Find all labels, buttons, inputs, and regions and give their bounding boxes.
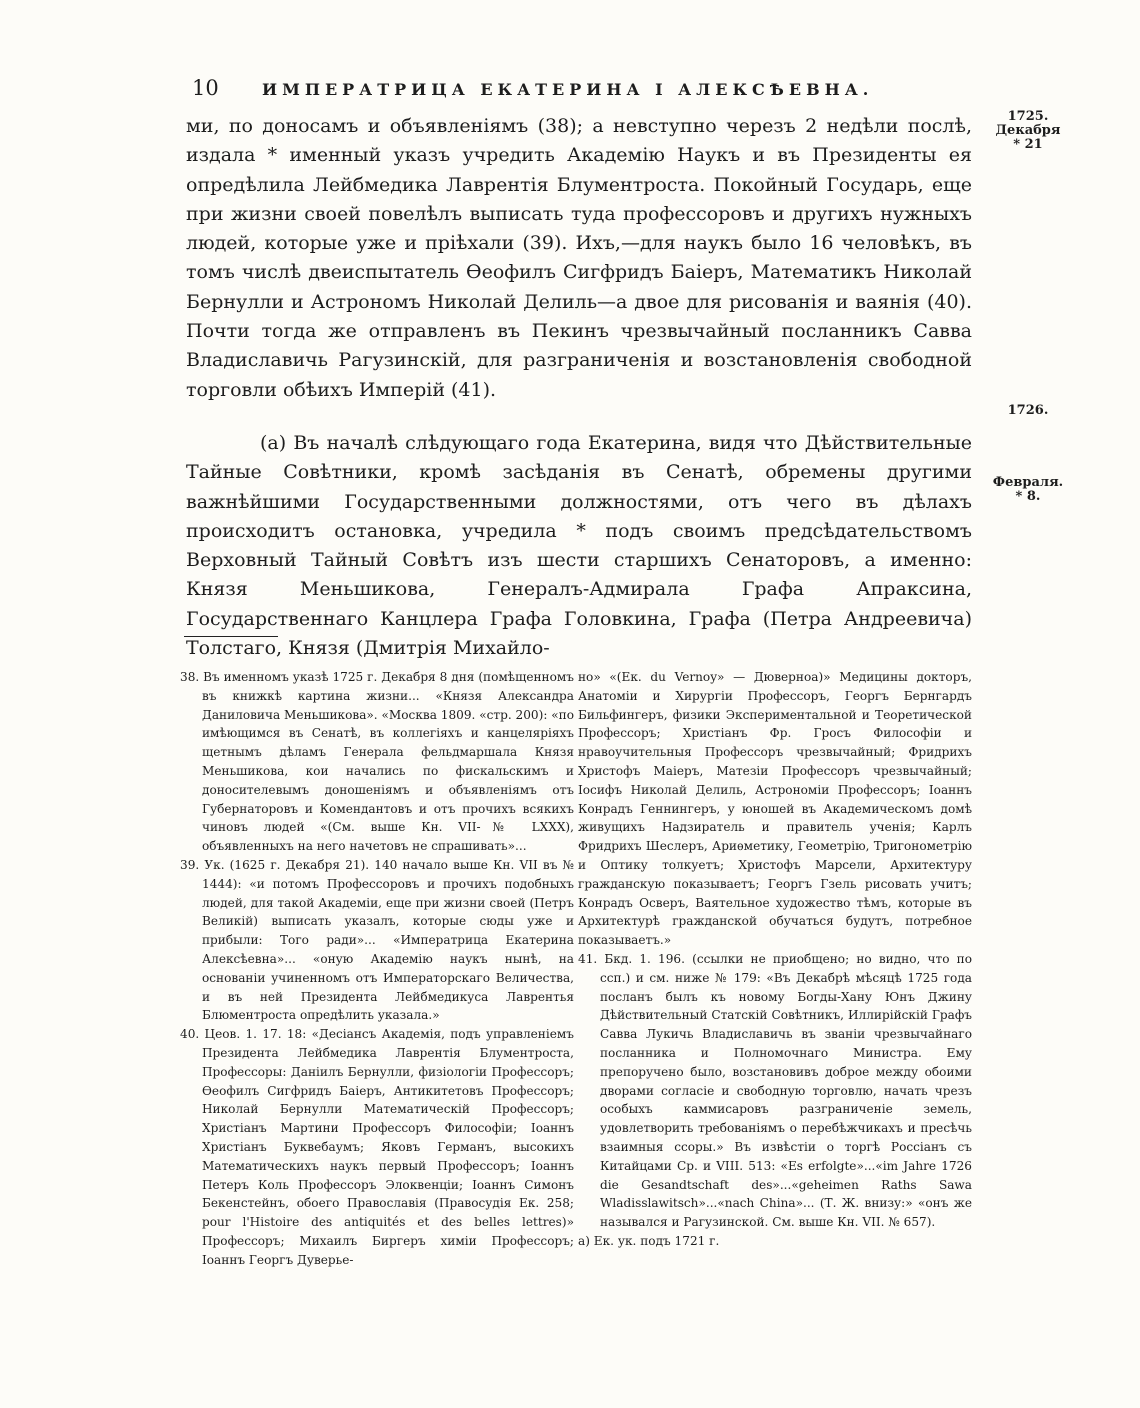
footnote-text: Ук. (1625 г. Декабря 21). 140 начало выше Кн. VII въ № 1444): «и потомъ Профессоровъ и прочихъ подобныхъ людей, для такой Академіи, еще при жизни своей (Петръ Великій) выписать указалъ, которые сюды уже и прибыли: Того ради»... «Императрица Екатерина Алексѣевна»... «оную Академію наукъ нынѣ, на основаніи учиненномъ отъ Императорскаго Величества, и въ ней Президента Лейбмедикуса Лаврентья Блюментроста опредѣлить указала.» [202, 857, 574, 1023]
margin-note-1726 [988, 404, 1068, 418]
footnotes-left-column [180, 668, 574, 1270]
footnote-continuation: но» «(Ек. du Vernoy» — Дюверноа)» Медицины докторъ, Анатоміи и Хирургіи Профессоръ, Георгъ Бернгардъ Бильфингеръ, физики Экспериментальной и Теоретической Профессоръ; Христіанъ Фр. Гросъ Философіи и нравоучительныя Профессоръ чрезвычайный; Фридрихъ Христофъ Маіеръ, Матезіи Профессоръ чрезвычайный; Іосифъ Николай Делиль, Астрономіи Профессоръ; Іоаннъ Конрадъ Геннингеръ, у юношей въ Академическомъ домѣ живущихъ Надзиратель и правитель ученія; Карлъ Фридрихъ Шеслеръ, Ариѳметику, Геометрію, Тригонометрію и Оптику толкуетъ; Христофъ Марсели, Архитектуру гражданскую показываетъ; Георгъ Гзель рисовать учитъ; Конрадъ Осверъ, Ваятельное художество тѣмъ, которые въ Архитектурѣ гражданской обучаться будутъ, потребное показываетъ.» [578, 670, 972, 948]
margin-note-year: 1726. [1007, 403, 1049, 418]
footnote-text: Ек. ук. подъ 1721 г. [593, 1233, 720, 1248]
margin-note-month: Декабря [995, 123, 1061, 138]
footnote-number: 40. [180, 1027, 200, 1042]
footnote [180, 1025, 574, 1269]
footnote-divider [184, 636, 278, 637]
page-number: 10 [192, 76, 219, 100]
footnote-number: а) [578, 1233, 590, 1248]
margin-note-day: * 21 [1013, 137, 1043, 152]
footnote-number: 41. [578, 951, 598, 966]
margin-note-february [988, 476, 1068, 504]
footnote-text: Цеов. 1. 17. 18: «Десіансъ Академія, подъ управленіемъ Президента Лейбмедика Лаврентія Блументроста, Профессоры: Даніилъ Бернулли, физіологіи Профессоръ; Ѳеофилъ Сигфридъ Баіеръ, Антикитетовъ Профессоръ; Николай Бернулли Математическій Профессоръ; Христіанъ Мартини Профессоръ Философіи; Іоаннъ Христіанъ Буквебаумъ; Яковъ Германъ, высокихъ Математическихъ наукъ первый Профессоръ; Іоаннъ Петеръ Коль Профессоръ Элоквенціи; Іоаннъ Симонъ Бекенстейнъ, обоего Православія (Правосудія Ек. 258; pour l'Histoire des antiquités et des belles lettres)» Профессоръ; Михаилъ Биргеръ химіи Профессоръ; Іоаннъ Георгъ Дуверье- [202, 1027, 574, 1267]
margin-note-month: Февраля. [992, 475, 1064, 490]
footnote-text: Бкд. 1. 196. (ссылки не приобщено; но видно, что по ссп.) и см. ниже № 179: «Въ Декабрѣ мѣсяцѣ 1725 года посланъ былъ къ новому Богды-Хану Юнъ Джину Дѣйствительный Статскій Совѣтникъ, Иллирійскій Графъ Савва Лукичь Владиславичь въ званіи чрезвычайнаго посланника и Полномочнаго Министра. Ему препоручено было, возстановивъ доброе между обоими дворами согласіе и свободную торговлю, начать чрезъ особыхъ каммисаровъ разграниченіе земель, удовлетворить требованіямъ о перебѣжчикахъ и пресѣчь взаимныя ссоры.» Въ извѣстіи о торгѣ Россіанъ съ Китайцами Ср. и VIII. 513: «Es erfolgte»...«im Jahre 1726 die Gesandtschaft des»...«geheimen Raths Sawa Wladisslawitsch»...«nach China»... (Т. Ж. внизу:» «онъ же назывался и Рагузинской. См. выше Кн. VII. № 657). [600, 951, 972, 1230]
main-paragraph: (а) Въ началѣ слѣдующаго года Екатерина, видя что Дѣйствительные Тайные Совѣтники, кромѣ засѣданія въ Сенатѣ, обремены другими важнѣйшими Государственными должностями, отъ чего въ дѣлахъ происходитъ остановка, учредила * подъ своимъ предсѣдательствомъ Верховный Тайный Совѣтъ изъ шести старшихъ Сенаторовъ, а именно: Князя Меньшикова, Генералъ-Адмирала Графа Апраксина, Государственнаго Канцлера Графа Головкина, Графа (Петра Андреевича) Толстаго, Князя (Дмитрія Михайло- [186, 431, 972, 660]
footnote-number: 39. [180, 857, 200, 872]
main-paragraph: ми, по доносамъ и объявленіямъ (38); а невступно черезъ 2 недѣли послѣ, издала * именный указъ учредить Академію Наукъ и въ Президенты ея опредѣлила Лейбмедика Лаврентія Блументроста. Покойный Государь, еще при жизни своей повелѣлъ выписать туда профессоровъ и другихъ нужныхъ людей, которые уже и пріѣхали (39). Ихъ,—для наукъ было 16 человѣкъ, въ томъ числѣ двеиспытатель Ѳеофилъ Сигфридъ Баіеръ, Математикъ Николай Бернулли и Астрономъ Николай Делиль—а двое для рисованія и ваянія (40). Почти тогда же отправленъ въ Пекинъ чрезвычайный посланникъ Савва Владиславичь Рагузинскій, для разграниченія и возстановленія свободной торговли обѣихъ Имперій (41). [186, 115, 972, 401]
margin-note-year: 1725. [1007, 109, 1049, 124]
running-title: ИМПЕРАТРИЦА ЕКАТЕРИНА I АЛЕКСѢЕВНА. [262, 80, 874, 99]
margin-note-1725 [988, 110, 1068, 152]
footnote [180, 856, 574, 1025]
footnotes-right-column [578, 668, 972, 1251]
footnote-number: 38. [180, 670, 200, 684]
margin-note-day: * 8. [1015, 489, 1041, 504]
main-text [186, 112, 972, 663]
footnote [578, 1232, 972, 1251]
page-header [190, 76, 960, 106]
footnote [180, 668, 574, 856]
footnote-text: Въ именномъ указѣ 1725 г. Декабря 8 дня (помѣщенномъ въ книжкѣ картина жизни... «Князя Александра Даниловича Меньшикова». «Москва 1809. «стр. 200): «по имѣющимся въ Сенатѣ, въ коллегіяхъ и канцеляріяхъ щетнымъ дѣламъ Генерала фельдмаршала Князя Меньшикова, кои начались по фискальскимъ и доносителевымъ доношеніямъ и объявленіямъ отъ Губернаторовъ и Комендантовъ и отъ прочихъ всякихъ чиновъ людей «(См. выше Кн. VII-№ LXXX), объявленныхъ на него начетовъ не спрашивать»... [202, 670, 574, 854]
footnote [578, 950, 972, 1232]
